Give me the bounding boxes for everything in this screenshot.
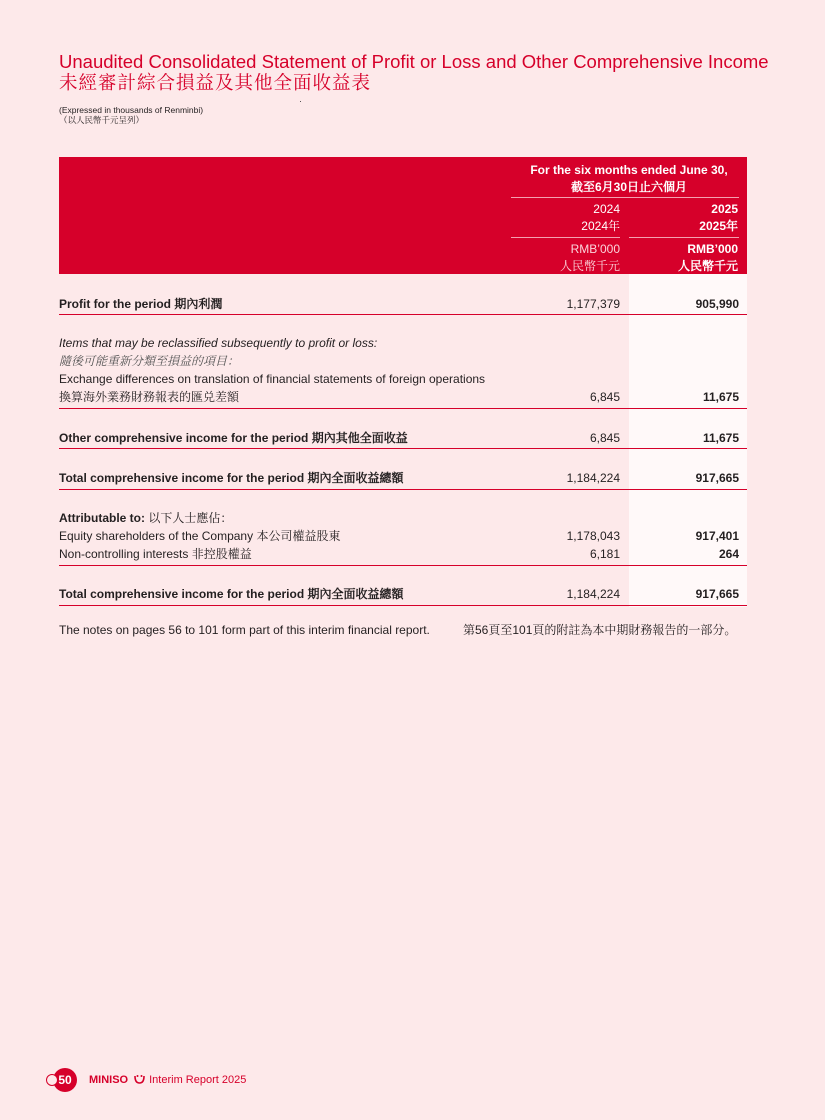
value-2024: 1,177,379 xyxy=(566,297,620,311)
period-heading-en: For the six months ended June 30, xyxy=(530,163,728,177)
value-2024: 1,184,224 xyxy=(566,587,620,601)
col-2025-year-zh: 2025年 xyxy=(699,219,738,233)
title-en: Unaudited Consolidated Statement of Profit or Loss and Other Comprehensive Income xyxy=(59,51,769,72)
row-label: Profit for the period 期內利潤 xyxy=(59,297,223,311)
report-name: Interim Report 2025 xyxy=(149,1074,247,1086)
value-2024: 1,184,224 xyxy=(566,471,620,485)
brand-name: MINISO xyxy=(89,1074,129,1086)
header-rule-2024 xyxy=(511,237,620,238)
col-2025-unit-en: RMB’000 xyxy=(687,242,738,256)
row-rule xyxy=(59,605,747,606)
col-2024-year xyxy=(511,201,620,235)
page-number: 50 xyxy=(53,1068,77,1092)
title-zh: 未經審計綜合損益及其他全面收益表 xyxy=(59,72,372,93)
row-label: Other comprehensive income for the period 期內其他全面收益 xyxy=(59,431,408,445)
row-rule xyxy=(59,408,747,409)
row-rule xyxy=(59,565,747,566)
expressed-note xyxy=(59,105,203,125)
row-label: Non-controlling interests 非控股權益 xyxy=(59,547,252,561)
value-2025: 264 xyxy=(718,547,739,561)
value-2025: 11,675 xyxy=(702,431,739,445)
row-label: Total comprehensive income for the period 期內全面收益總額 xyxy=(59,587,404,601)
row-label: Items that may be reclassified subsequently to profit or loss: xyxy=(59,336,378,350)
page-ring-icon xyxy=(46,1074,58,1086)
row-label: Exchange differences on translation of financial statements of foreign operations xyxy=(59,372,486,386)
attributable-zh: 以下人士應佔： xyxy=(145,511,233,525)
value-2024: 1,178,043 xyxy=(566,529,620,543)
col-2025-unit xyxy=(629,241,738,275)
col-2025-year-en: 2025 xyxy=(711,202,738,216)
expressed-en: (Expressed in thousands of Renminbi) xyxy=(59,105,204,115)
header-rule xyxy=(511,197,739,198)
page-footer xyxy=(46,1068,246,1092)
stray-dot xyxy=(300,101,301,102)
period-heading-zh: 截至6月30日止六個月 xyxy=(570,180,688,194)
col-2024-year-en: 2024 xyxy=(593,202,620,216)
value-2025: 11,675 xyxy=(702,390,739,404)
row-rule xyxy=(59,489,747,490)
notes-zh: 第56頁至101頁的附註為本中期財務報告的一部分。 xyxy=(463,623,737,637)
col-2024-unit-en: RMB’000 xyxy=(570,242,620,256)
row-label: Total comprehensive income for the period 期內全面收益總額 xyxy=(59,471,404,485)
value-2024: 6,845 xyxy=(589,390,620,404)
row-label: 隨後可能重新分類至損益的項目： xyxy=(59,354,240,368)
col-2024-unit-zh: 人民幣千元 xyxy=(559,259,620,273)
smile-icon xyxy=(134,1074,145,1087)
value-2025: 905,990 xyxy=(695,297,739,311)
value-2024: 6,845 xyxy=(589,431,620,445)
value-2025: 917,665 xyxy=(695,471,739,485)
row-label: Equity shareholders of the Company 本公司權益股東 xyxy=(59,529,341,543)
col-2025-year xyxy=(629,201,738,235)
expressed-zh: （以人民幣千元呈列） xyxy=(59,115,145,125)
row-rule xyxy=(59,314,747,315)
col-2024-unit xyxy=(511,241,620,275)
row-label xyxy=(59,509,232,527)
row-rule xyxy=(59,448,747,449)
statement-title xyxy=(59,51,769,94)
col-2025-unit-zh: 人民幣千元 xyxy=(677,259,738,273)
table-header xyxy=(59,157,747,274)
period-heading xyxy=(511,162,747,196)
attributable-en: Attributable to: xyxy=(59,511,145,525)
notes-en: The notes on pages 56 to 101 form part of this interim financial report. xyxy=(59,623,430,637)
row-label: 換算海外業務財務報表的匯兑差額 xyxy=(59,390,240,404)
value-2025: 917,401 xyxy=(695,529,739,543)
value-2024: 6,181 xyxy=(589,547,620,561)
header-rule-2025 xyxy=(629,237,739,238)
value-2025: 917,665 xyxy=(695,587,739,601)
col-2024-year-zh: 2024年 xyxy=(581,219,620,233)
